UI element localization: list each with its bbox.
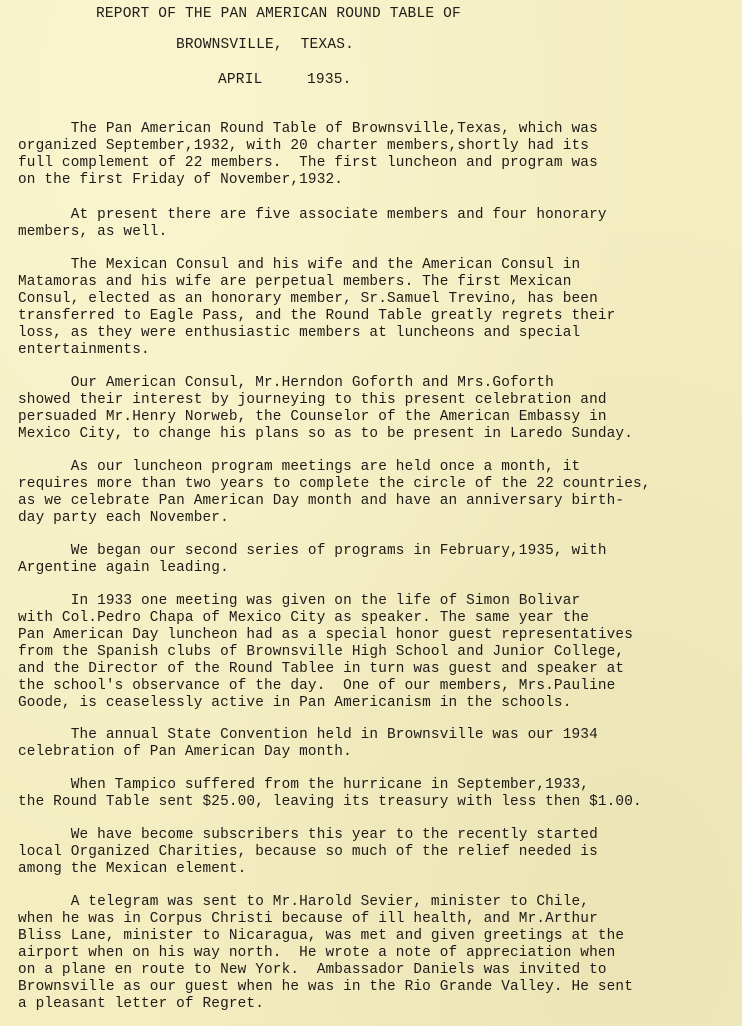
paragraph-charities: We have become subscribers this year to the recently started local Organized Charities, because so much of the relief needed is among the Mexican element. bbox=[18, 827, 598, 877]
report-location: BROWNSVILLE, TEXAS. bbox=[176, 37, 355, 53]
paragraph-founding: The Pan American Round Table of Brownsville,Texas, which was organized September,1932, with 20 charter members,shortly had its full complement of 22 members. The first luncheon and program was on the first Friday of November,1932. bbox=[18, 121, 598, 188]
paragraph-telegram: A telegram was sent to Mr.Harold Sevier, minister to Chile, when he was in Corpus Christi because of ill health, and Mr.Arthur Bliss Lane, minister to Nicaragua, was met and given greetings at the airport when on his way north. He wrote a note of appreciation when on a plane en route to New York. Ambassador Daniels was invited to Brownsville as our guest when he was in the Rio Grande Valley. He sent a pleasant letter of Regret. bbox=[18, 894, 634, 1012]
paragraph-program-schedule: As our luncheon program meetings are held once a month, it requires more than two years to complete the circle of the 22 countries, as we celebrate Pan American Day month and have an anniversary birth- day party each November. bbox=[18, 459, 651, 526]
paragraph-american-consul: Our American Consul, Mr.Herndon Goforth and Mrs.Goforth showed their interest by journeying to this present celebration and persuaded Mr.Henry Norweb, the Counselor of the American Embassy in Mexico City, to change his plans so as to be present in Laredo Sunday. bbox=[18, 375, 634, 442]
paragraph-state-convention: The annual State Convention held in Brownsville was our 1934 celebration of Pan American Day month. bbox=[18, 727, 598, 760]
paragraph-members: At present there are five associate members and four honorary members, as well. bbox=[18, 207, 607, 240]
paragraph-second-series: We began our second series of programs in February,1935, with Argentine again leading. bbox=[18, 543, 607, 576]
report-date: APRIL 1935. bbox=[218, 72, 352, 88]
report-title: REPORT OF THE PAN AMERICAN ROUND TABLE OF bbox=[96, 6, 461, 22]
paragraph-consuls: The Mexican Consul and his wife and the American Consul in Matamoras and his wife are perpetual members. The first Mexican Consul, elected as an honorary member, Sr.Samuel Trevino, has been transferred to Eagle Pass, and the Round Table greatly regrets their loss, as they were enthusiastic members at luncheons and special entertainments. bbox=[18, 257, 616, 358]
paragraph-tampico: When Tampico suffered from the hurricane in September,1933, the Round Table sent $25.00, leaving its treasury with less then $1.00. bbox=[18, 777, 642, 810]
paragraph-1933-meeting: In 1933 one meeting was given on the life of Simon Bolivar with Col.Pedro Chapa of Mexico City as speaker. The same year the Pan American Day luncheon had as a special honor guest representatives from the Spanish clubs of Brownsville High School and Junior College, and the Director of the Round Tablee in turn was guest and speaker at the school's observance of the day. One of our members, Mrs.Pauline Goode, is ceaselessly active in Pan Americanism in the schools. bbox=[18, 593, 634, 711]
